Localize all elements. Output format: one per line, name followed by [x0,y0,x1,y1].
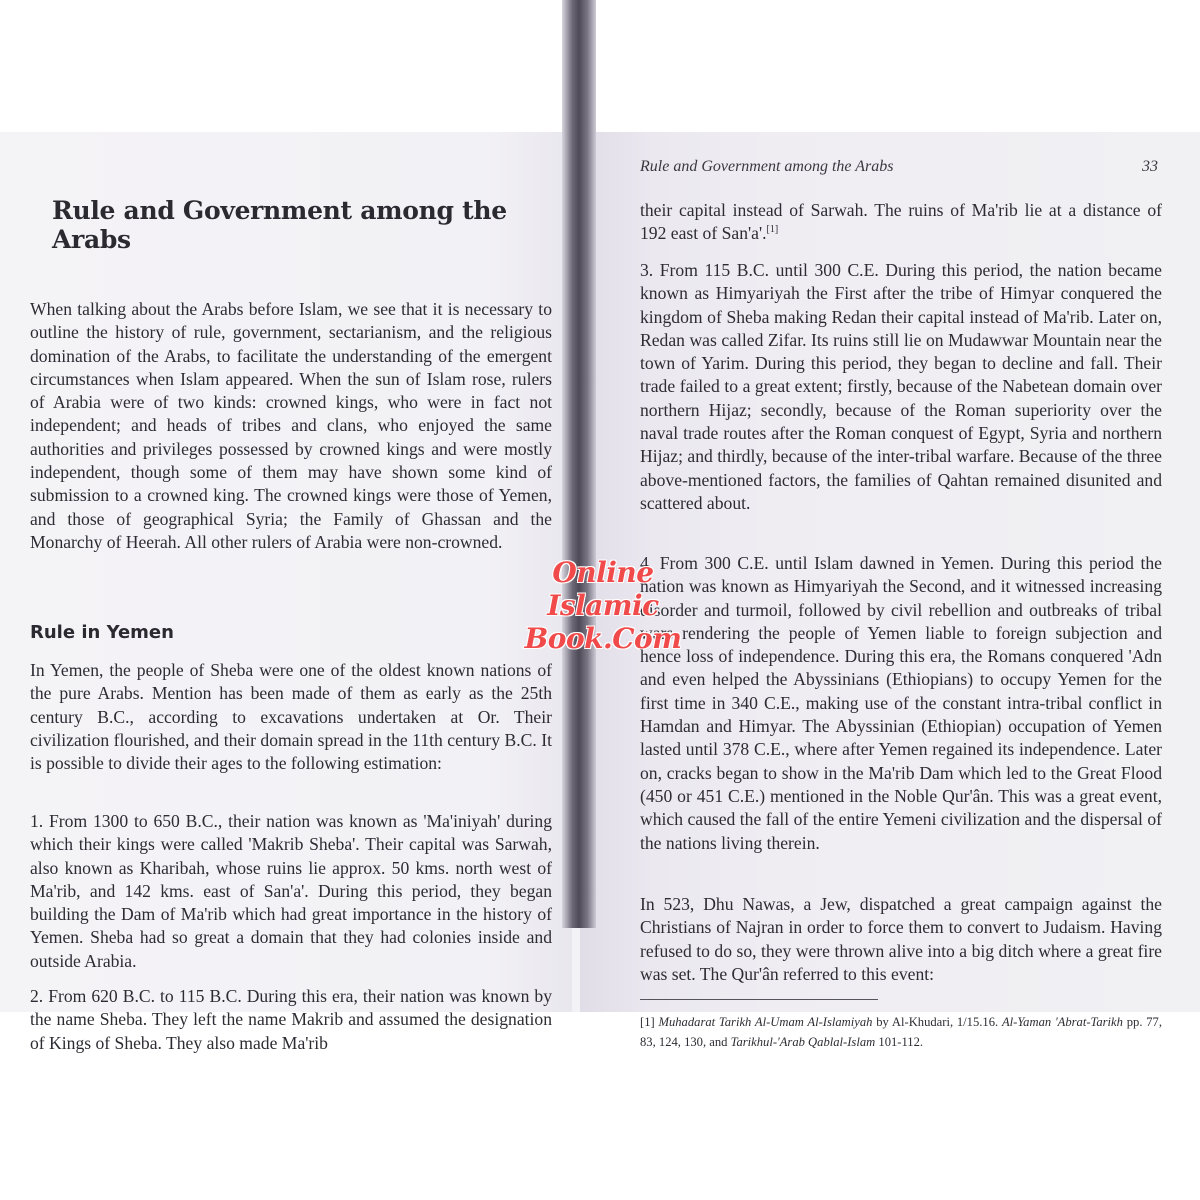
footnote-ref: [1] [766,224,779,236]
footnote [640,1012,1162,1052]
footnote-divider [640,999,878,1000]
paragraph-523: In 523, Dhu Nawas, a Jew, dispatched a great campaign against the Christians of Najran in order to force them to convert to Judaism. Having refused to do so, they were thrown alive into a big ditch where a great fire was set. The Qur'ân referred to this event: [640,894,1162,984]
continued-paragraph [640,199,1162,246]
section-heading-rule-in-yemen: Rule in Yemen [30,622,174,643]
footnote-ref-3: Tarikhul-'Arab Qablal-Islam [730,1035,876,1049]
footnote-text-3: 101-112. [878,1035,924,1049]
chapter-title: Rule and Government among the Arabs [52,196,507,254]
book-gutter [562,0,596,928]
footnote-ref-2: Al-Yaman 'Abrat-Tarikh [1001,1015,1123,1029]
list-item-3: 3. From 115 B.C. until 300 C.E. During this period, the nation became known as Himyariyah the First after the tribe of Himyar conquered the kingdom of Sheba making Redan their capital instead of Ma'rib. Later on, Redan was called Zifar. Its ruins still lie on Mudawwar Mountain near the town of Yarim. During this period, they began to decline and fall. Their trade failed to a great extent; firstly, because of the Nabetean domain over northern Hijaz; secondly, because of the Roman superiority over the naval trade routes after the Roman conquest of Egypt, Syria and northern Hijaz; and thirdly, because of the inter-tribal warfare. Because of the three above-mentioned factors, the families of Qahtan remained disunited and scattered about. [640,260,1162,513]
watermark [498,556,708,655]
footnote-marker: [1] [640,1015,655,1029]
continued-text: their capital instead of Sarwah. The ruins of Ma'rib lie at a distance of 192 east of San'a'. [640,200,1162,244]
watermark-line-1: Online Islamic [547,556,659,622]
footnote-ref-1: Muhadarat Tarikh Al-Umam Al-Islamiyah [658,1015,873,1029]
running-head: Rule and Government among the Arabs [640,158,894,175]
page-number: 33 [1142,158,1158,175]
yemen-paragraph: In Yemen, the people of Sheba were one of the oldest known nations of the pure Arabs. Mention has been made of them as early as the 25th century B.C., according to excavations undertaken at Or. Their civilization flourished, and their domain spread in the 11th century B.C. It is possible to divide their ages to the following estimation: [30,660,552,774]
intro-paragraph: When talking about the Arabs before Islam, we see that it is necessary to outline the history of rule, government, sectarianism, and the religious domination of the Arabs, to facilitate the understanding of the emergent circumstances when Islam appeared. When the sun of Islam rose, rulers of Arabia were of two kinds: crowned kings, who were in fact not independent; and heads of tribes and clans, who enjoyed the same authorities and privileges possessed by crowned kings and were mostly independent, though some of them may have shown some kind of submission to a crowned king. The crowned kings were those of Yemen, and those of geographical Syria; the Family of Ghassan and the Monarchy of Heerah. All other rulers of Arabia were non-crowned. [30,299,552,552]
footnote-text-2: pp. 77, 83, 124, 130, and [640,1015,1162,1049]
list-item-4: 4. From 300 C.E. until Islam dawned in Yemen. During this period the nation was known as Himyariyah the Second, and it witnessed increasing disorder and turmoil, followed by civil rebellion and outbreaks of tribal wars rendering the people of Yemen liable to foreign subjection and hence loss of independence. During this era, the Romans conquered 'Adn and even helped the Abyssinians (Ethiopians) to occupy Yemen for the first time in 340 C.E., making use of the constant intra-tribal conflict in Hamdan and Himyar. The Abyssinian (Ethiopian) occupation of Yemen lasted until 378 C.E., where after Yemen regained its independence. Later on, cracks began to show in the Ma'rib Dam which led to the Great Flood (450 or 451 C.E.) mentioned in the Noble Qur'ân. This was a great event, which caused the fall of the entire Yemeni civilization and the dispersal of the nations living therein. [640,553,1162,853]
list-item-2: 2. From 620 B.C. to 115 B.C. During this era, their nation was known by the name Sheba. They left the name Makrib and assumed the designation of Kings of Sheba. They also made Ma'rib [30,986,552,1053]
watermark-line-2: Book.Com [524,622,682,655]
footnote-text-1: by Al-Khudari, 1/15.16. [876,1015,999,1029]
list-item-1: 1. From 1300 to 650 B.C., their nation was known as 'Ma'iniyah' during which their kings were called 'Makrib Sheba'. Their capital was Sarwah, also known as Kharibah, whose ruins lie approx. 50 kms. north west of Ma'rib, and 142 kms. east of San'a'. During this period, they began building the Dam of Ma'rib which had great importance in the history of Yemen. Sheba had so great a domain that they had colonies inside and outside Arabia. [30,811,552,971]
